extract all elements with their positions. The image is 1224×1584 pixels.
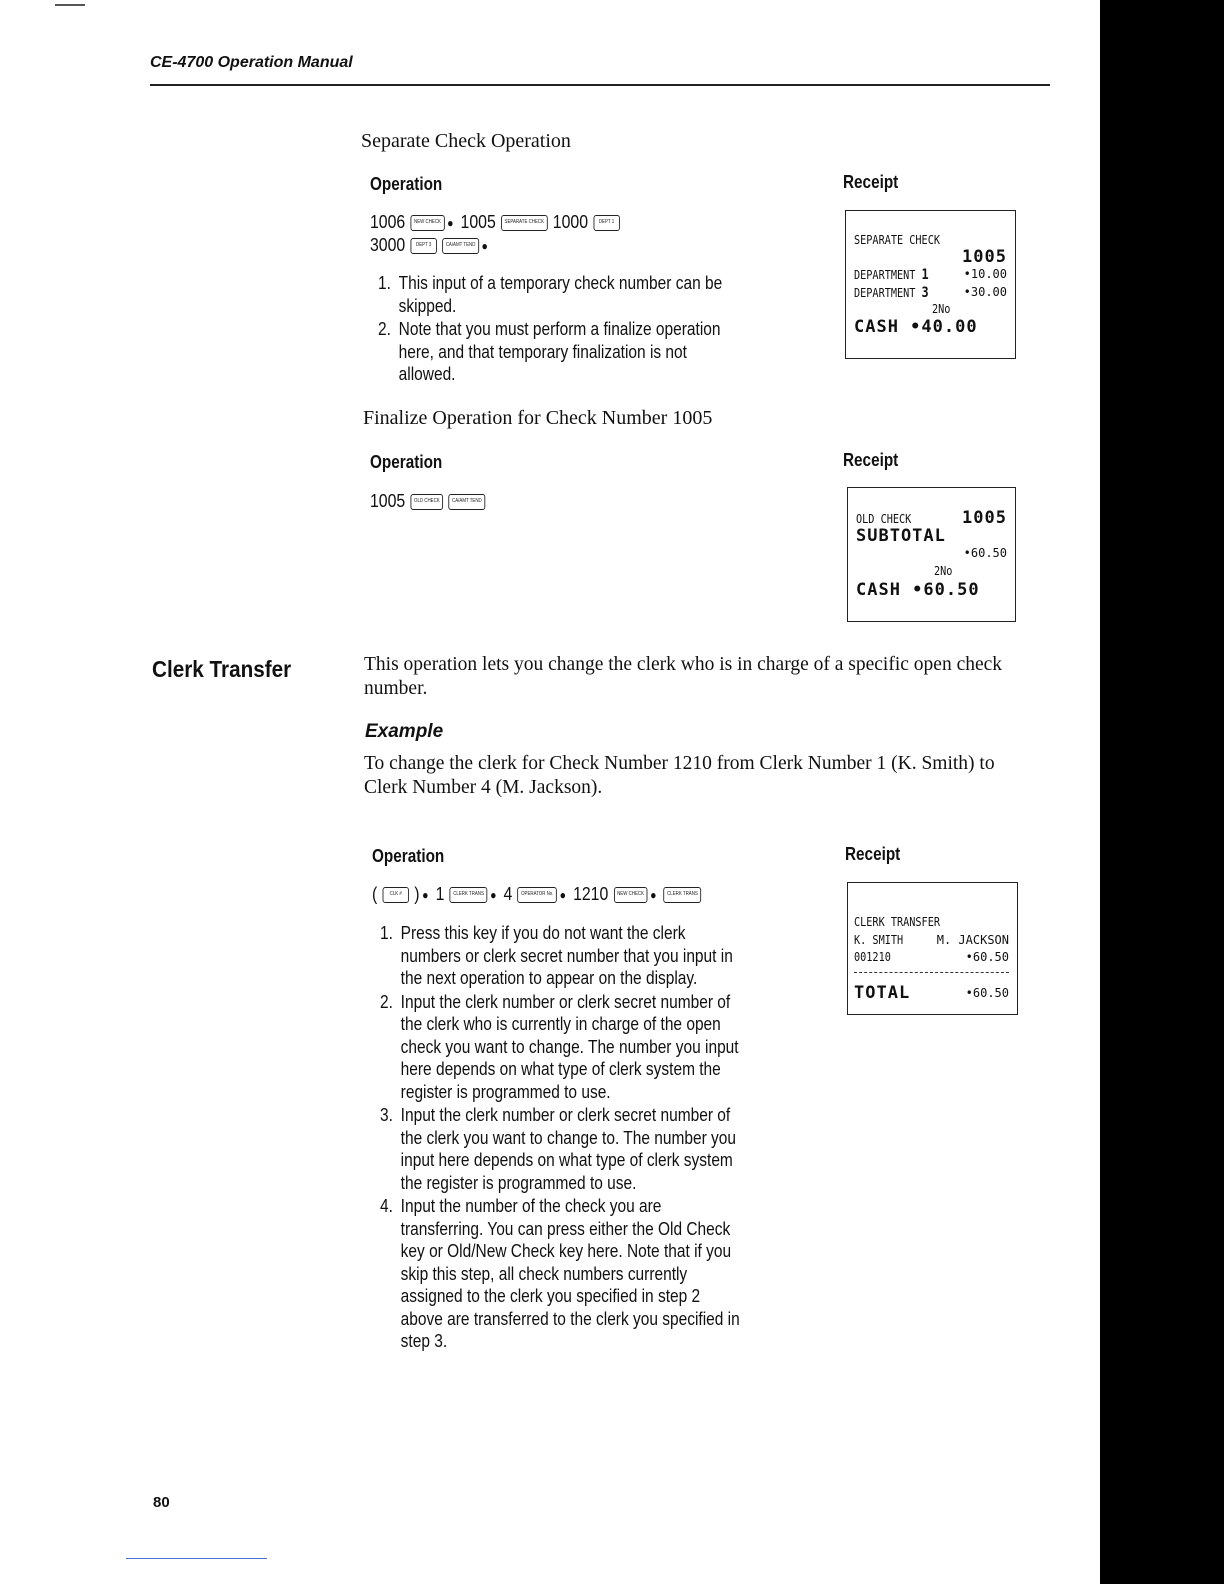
receipt-line: DEPARTMENT 1	[854, 267, 929, 283]
bottom-link-rule	[126, 1558, 267, 1559]
clerk-transfer-operation-label: Operation	[372, 846, 445, 866]
op-number: 1000	[552, 212, 589, 232]
receipt-amount: •10.00	[963, 267, 1007, 281]
receipt-line: M. JACKSON	[936, 933, 1009, 947]
clerk-trans-key: CLERK TRANS	[450, 887, 488, 903]
separate-check-steps	[366, 272, 739, 387]
op-number: 1005	[460, 212, 496, 232]
clerk-transfer-heading: Clerk Transfer	[152, 656, 292, 682]
top-edge-mark	[55, 4, 85, 6]
separate-check-receipt	[845, 210, 1016, 359]
new-check-key: NEW CHECK	[614, 887, 648, 903]
close-paren: )	[414, 884, 420, 904]
finalize-operation-label: Operation	[370, 452, 443, 472]
receipt-total-label: TOTAL	[854, 983, 911, 1003]
op-number: 1005	[370, 491, 406, 511]
clerk-trans-key: CLERK TRANS	[664, 887, 702, 903]
separate-check-title: Separate Check Operation	[361, 130, 571, 152]
receipt-line: CLERK TRANSFER	[854, 915, 940, 929]
receipt-line: SUBTOTAL	[856, 526, 946, 546]
bullet-icon: ●	[481, 238, 488, 253]
separate-check-receipt-label: Receipt	[843, 172, 899, 192]
receipt-total-amount: •60.50	[965, 986, 1009, 1000]
op-number: 4	[503, 884, 513, 904]
example-text: To change the clerk for Check Number 1210 from Clerk Number 1 (K. Smith) to Clerk Number 4 (M. Jackson).	[364, 753, 995, 798]
separate-check-op-line-2	[370, 235, 490, 256]
receipt-line: K. SMITH	[854, 933, 904, 947]
receipt-line: 1005	[962, 508, 1007, 528]
separate-check-operation-label: Operation	[370, 174, 443, 194]
open-paren: (	[372, 884, 378, 904]
clerk-transfer-intro: This operation lets you change the clerk who is in charge of a specific open check number.	[364, 654, 1003, 699]
receipt-amount: •30.00	[963, 285, 1007, 299]
finalize-op-line	[370, 491, 485, 512]
finalize-receipt	[847, 487, 1016, 622]
dept-1-key: DEPT 1	[593, 215, 619, 231]
op-number: 1210	[573, 884, 609, 904]
finalize-receipt-label: Receipt	[843, 450, 899, 470]
op-number: 3000	[370, 235, 406, 255]
bullet-icon: ●	[447, 215, 454, 230]
scan-edge-strip	[1100, 0, 1224, 1584]
list-item: 2. Input the clerk number or clerk secret number of the clerk who is currently in charge of the open check you want to change. The number you input here depends on what type of clerk system the register is programmed to use.	[397, 991, 741, 1104]
receipt-amount: •60.50	[965, 950, 1009, 964]
bullet-icon: ●	[559, 887, 567, 902]
header-rule	[150, 84, 1050, 86]
receipt-line: 1005	[962, 247, 1007, 267]
clerk-transfer-op-line	[372, 884, 701, 905]
example-label: Example	[365, 721, 444, 742]
new-check-key: NEW CHECK	[411, 215, 445, 231]
receipt-divider	[854, 972, 1009, 973]
manual-title: CE-4700 Operation Manual	[150, 54, 353, 71]
list-item: 3. Input the clerk number or clerk secret number of the clerk you want to change to. The number you input here depends on what type of clerk system the register is programmed to use.	[397, 1104, 741, 1194]
list-item: 1. This input of a temporary check number can be skipped.	[395, 272, 739, 317]
dept-3-key: DEPT 3	[411, 238, 437, 254]
list-item: 2. Note that you must perform a finalize operation here, and that temporary finalization is not allowed.	[395, 318, 739, 386]
bullet-icon: ●	[650, 887, 657, 902]
receipt-line: 2No	[932, 302, 951, 316]
bullet-icon: ●	[490, 887, 497, 902]
receipt-total: CASH •60.50	[856, 580, 980, 600]
old-check-key: OLD CHECK	[411, 494, 444, 510]
operator-no-key: OPERATOR No.	[518, 887, 557, 903]
receipt-amount: •60.50	[963, 546, 1007, 560]
receipt-line: OLD CHECK	[856, 512, 912, 526]
bullet-icon: ●	[422, 887, 429, 902]
clerk-transfer-receipt-label: Receipt	[845, 844, 901, 864]
receipt-line: SEPARATE CHECK	[854, 233, 940, 247]
separate-check-key: SEPARATE CHECK	[501, 215, 547, 231]
clk-key: CLK #	[383, 887, 409, 903]
finalize-title: Finalize Operation for Check Number 1005	[363, 407, 713, 429]
clerk-transfer-receipt	[847, 882, 1018, 1015]
receipt-total: CASH •40.00	[854, 317, 978, 337]
ca-amt-tend-key: CA/AMT TEND	[442, 238, 479, 254]
op-number: 1006	[370, 212, 406, 232]
op-number: 1	[435, 884, 445, 904]
receipt-line: 001210	[854, 950, 891, 964]
list-item: 1. Press this key if you do not want the clerk numbers or clerk secret number that you input in the next operation to appear on the display.	[397, 922, 741, 990]
separate-check-op-line-1	[370, 212, 620, 233]
clerk-transfer-steps	[368, 922, 741, 1354]
ca-amt-tend-key: CA/AMT TEND	[449, 494, 486, 510]
receipt-line: DEPARTMENT 3	[854, 285, 929, 301]
receipt-line: 2No	[934, 564, 953, 578]
list-item: 4. Input the number of the check you are transferring. You can press either the Old Check key or Old/New Check key here. Note that if you skip this step, all check numbers currently assigned to the clerk you specified in step 2 above are transferred to the clerk you specified in step 3.	[397, 1195, 741, 1353]
page-number: 80	[153, 1494, 170, 1511]
